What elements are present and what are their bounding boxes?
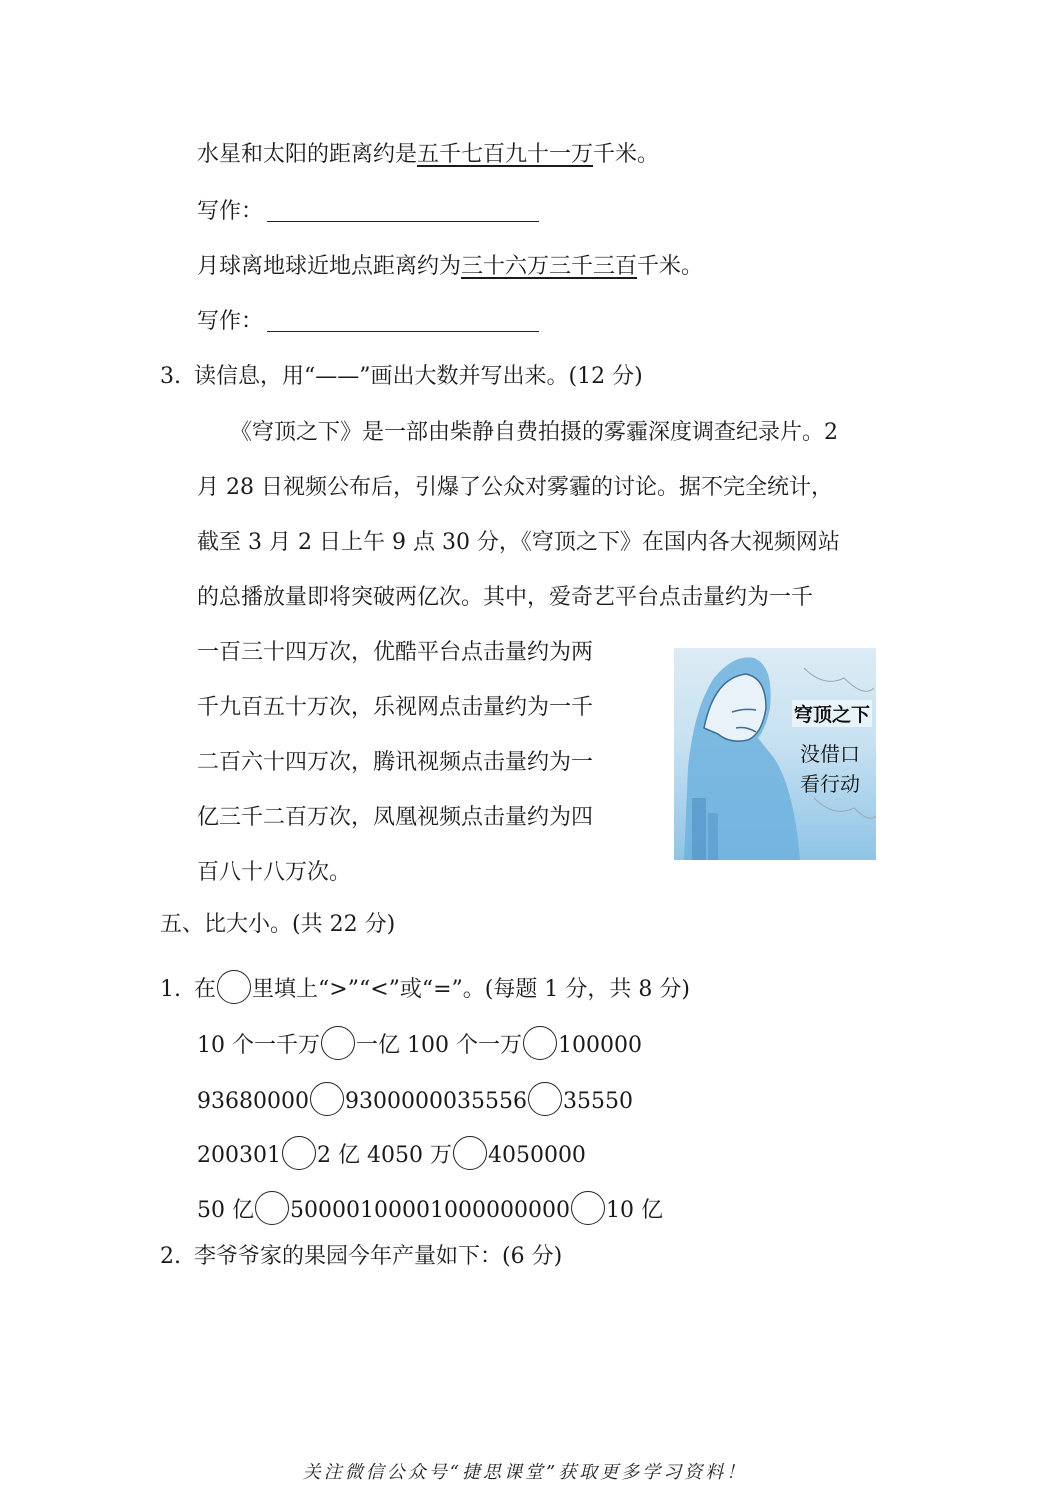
- write-label: 写作：: [197, 199, 264, 224]
- text: 50 亿: [197, 1198, 254, 1223]
- question-number: 3.: [160, 364, 181, 389]
- q3-paragraph-line: 的总播放量即将突破两亿次。其中，爱奇艺平台点击量约为一千: [197, 585, 814, 610]
- text: 2 亿 4050 万: [316, 1143, 452, 1168]
- text: 千米。: [593, 142, 660, 167]
- text: 930000003: [344, 1089, 471, 1114]
- write-label: 写作：: [197, 309, 264, 334]
- text: 月球离地球近地点距离约为: [197, 254, 462, 279]
- q3-paragraph-line: 千九百五十万次，乐视网点击量约为一千: [197, 695, 594, 720]
- question-text: 李爷爷家的果园今年产量如下：(6 分): [194, 1244, 563, 1269]
- text: 千米。: [637, 254, 704, 279]
- circle-icon: [217, 970, 251, 1004]
- compare-row: [197, 1026, 642, 1061]
- poster-title: 穹顶之下: [792, 700, 872, 727]
- compare-row: [197, 1136, 586, 1171]
- text: 一亿 100 个一万: [356, 1033, 522, 1058]
- documentary-poster: [674, 648, 876, 860]
- question-text: 读信息，用“——”画出大数并写出来。(12 分): [194, 364, 643, 389]
- text: 水星和太阳的距离约是: [197, 142, 418, 167]
- q3-title: [160, 362, 643, 392]
- text: 35550: [562, 1089, 633, 1114]
- question-number: 2.: [160, 1244, 181, 1269]
- section-heading: 五、比大小。(共 22 分): [160, 912, 396, 937]
- underlined-number: 五千七百九十一万: [417, 142, 594, 167]
- compare-circle[interactable]: [523, 1026, 557, 1060]
- q1-instruction: [160, 970, 690, 1005]
- compare-row: [197, 1191, 663, 1226]
- text: 01000000000: [415, 1198, 570, 1223]
- compare-circle[interactable]: [321, 1026, 355, 1060]
- q3-paragraph-line: 截至 3 月 2 日上午 9 点 30 分，《穹顶之下》在国内各大视频网站: [197, 530, 840, 555]
- compare-circle[interactable]: [528, 1082, 562, 1116]
- poster-slogan: 看行动: [800, 772, 860, 796]
- q3-paragraph-line: 二百六十四万次，腾讯视频点击量约为一: [197, 750, 594, 775]
- answer-blank[interactable]: [267, 199, 539, 222]
- text: 在: [194, 977, 217, 1002]
- compare-circle[interactable]: [571, 1191, 605, 1225]
- text: 500001000: [290, 1198, 416, 1223]
- text: 里填上“>”“<”或“=”。(每题 1 分，共 8 分): [252, 977, 690, 1002]
- answer-blank[interactable]: [267, 309, 539, 332]
- text: 100000: [557, 1033, 642, 1058]
- q3-paragraph-line: 亿三千二百万次，凤凰视频点击量约为四: [197, 805, 594, 830]
- line-moon: [197, 252, 703, 282]
- q3-paragraph-line: 百八十八万次。: [197, 860, 352, 885]
- text: 93680000: [197, 1089, 309, 1114]
- q3-paragraph-line: 月 28 日视频公布后，引爆了公众对雾霾的讨论。据不完全统计，: [197, 475, 833, 500]
- compare-row: [197, 1082, 633, 1117]
- compare-circle[interactable]: [255, 1191, 289, 1225]
- q2-instruction: [160, 1242, 562, 1272]
- write-line-1: [197, 197, 539, 227]
- text: 5556: [470, 1089, 527, 1114]
- compare-circle[interactable]: [310, 1082, 344, 1116]
- underlined-number: 三十六万三千三百: [461, 254, 638, 279]
- line-mercury: [197, 140, 659, 170]
- q3-paragraph-line: 一百三十四万次，优酷平台点击量约为两: [197, 640, 594, 665]
- question-number: 1.: [160, 977, 181, 1002]
- poster-slogan: 没借口: [800, 742, 860, 766]
- q3-paragraph-line: 《穹顶之下》是一部由柴静自费拍摄的雾霾深度调查纪录片。2: [230, 420, 838, 445]
- footer-note: 关注微信公众号“捷思课堂”获取更多学习资料！: [302, 1462, 748, 1483]
- text: 4050000: [487, 1143, 586, 1168]
- text: 10 亿: [605, 1198, 663, 1223]
- text: 200301: [197, 1143, 281, 1168]
- write-line-2: [197, 307, 539, 337]
- compare-circle[interactable]: [453, 1136, 487, 1170]
- text: 10 个一千万: [197, 1033, 320, 1058]
- compare-circle[interactable]: [282, 1136, 316, 1170]
